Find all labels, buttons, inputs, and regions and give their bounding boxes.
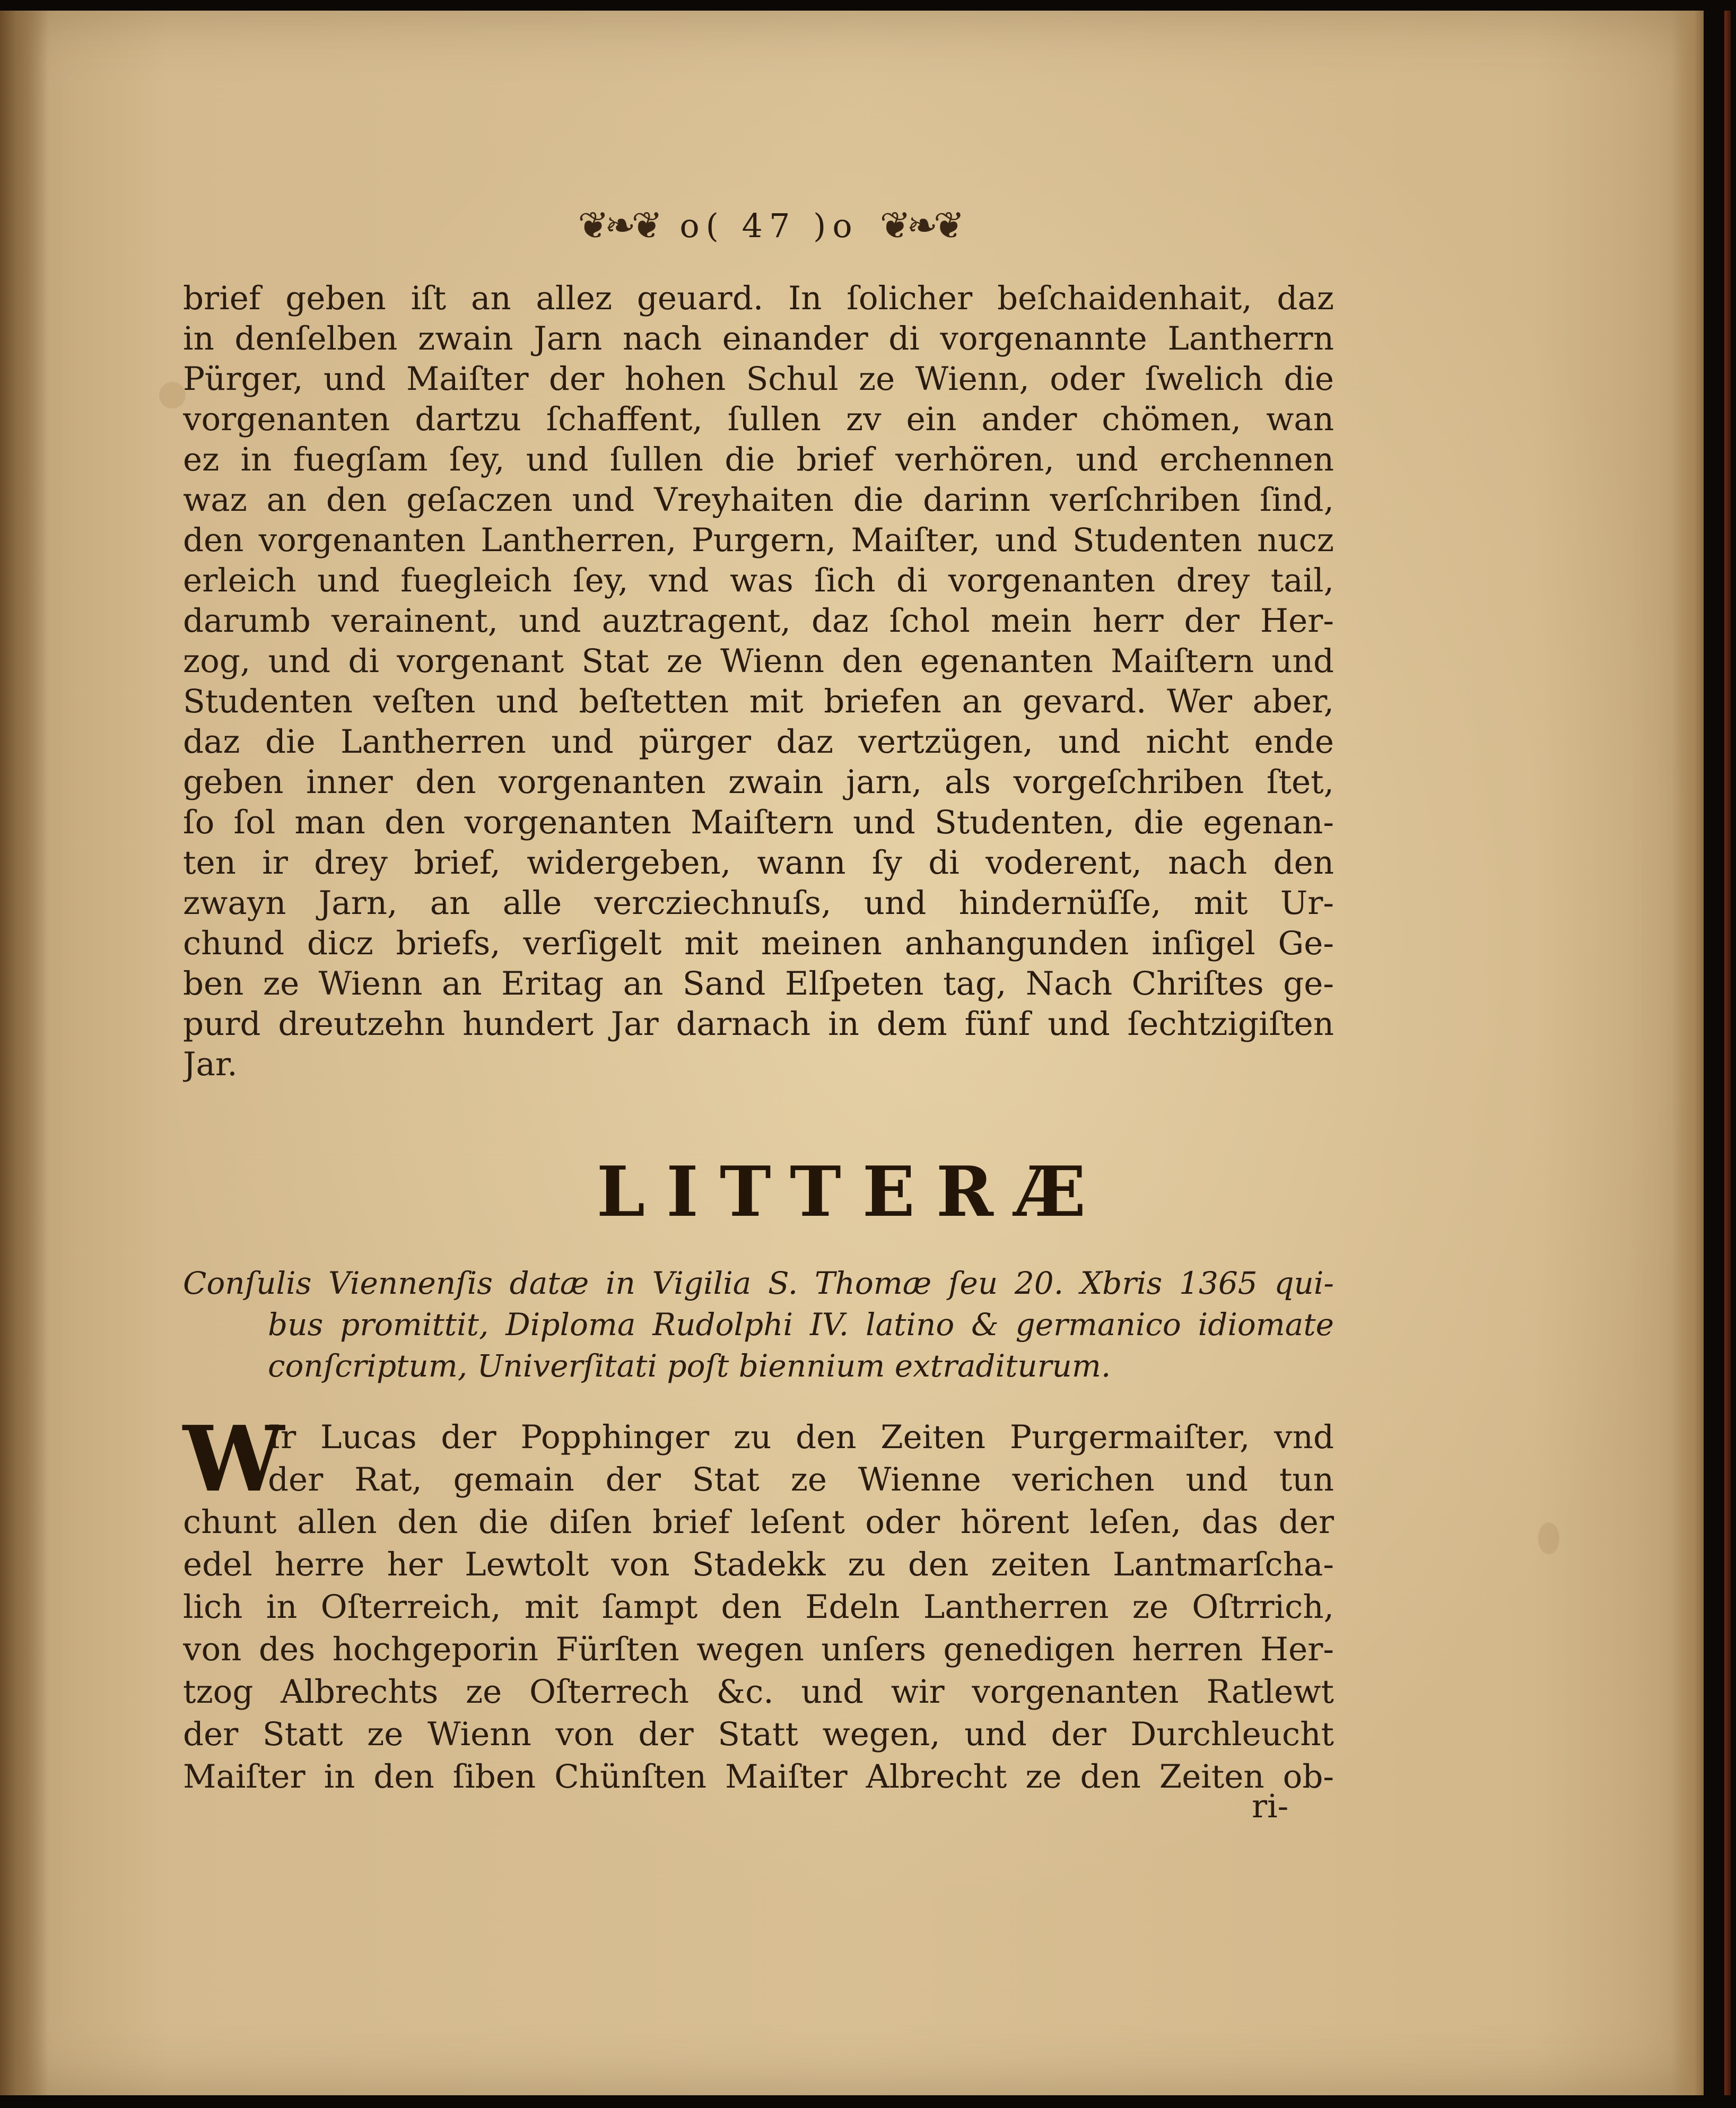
catchword: ri- — [1252, 1788, 1289, 1825]
text-line: brief geben iſt an allez geuard. In ſolicher beſchaidenhait, daz — [183, 280, 1334, 317]
text-line: waz an den geſaczen und Vreyhaiten die darinn verſchriben ſind, — [183, 481, 1334, 519]
text-line: Jar. — [183, 1046, 238, 1083]
text-line: ſo ſol man den vorgenanten Maiſtern und Studenten, die egenan- — [183, 804, 1334, 841]
text-line: geben inner den vorgenanten zwain jarn, als vorgeſchriben ſtet, — [183, 763, 1334, 801]
section-subheading — [183, 1262, 1334, 1387]
fleuron-right-icon: ❦❧❦ — [879, 204, 961, 247]
text-line: zog, und di vorgenant Stat ze Wienn den egenanten Maiſtern und — [183, 642, 1334, 680]
text-line: den vorgenanten Lantherren, Purgern, Maiſter, und Studenten nucz — [183, 521, 1334, 559]
fleuron-left-icon: ❦❧❦ — [578, 204, 659, 247]
text-line: von des hochgeporin Fürſten wegen unſers genedigen herren Her- — [183, 1631, 1334, 1668]
drop-cap: W — [183, 1406, 284, 1512]
text-line: daz die Lantherren und pürger daz vertzügen, und nicht ende — [183, 723, 1334, 761]
paper-stain — [159, 382, 186, 408]
text-line: ben ze Wienn an Eritag an Sand Elſpeten tag, Nach Chriſtes ge- — [183, 965, 1334, 1003]
text-line: Studenten veſten und beſtetten mit briefen an gevard. Wer aber, — [183, 683, 1334, 720]
subheading-line: conſcriptum, Univerſitati poſt biennium extraditurum. — [268, 1348, 1111, 1384]
text-line: Maiſter in den ſiben Chünſten Maiſter Albrecht ze den Zeiten ob- — [183, 1758, 1334, 1796]
text-line: chunt allen den die diſen brief leſent oder hörent leſen, das der — [183, 1503, 1334, 1541]
book-page — [0, 11, 1704, 2095]
text-line: der Statt ze Wienn von der Statt wegen, und der Durchleucht — [183, 1715, 1334, 1753]
subheading-line: bus promittit, Diploma Rudolphi IV. latino & germanico idiomate — [268, 1306, 1334, 1343]
text-line: tzog Albrechts ze Oſterrech &c. und wir vorgenanten Ratlewt — [183, 1673, 1334, 1711]
body-text-block-2 — [183, 1406, 1334, 1798]
body-text-block-1 — [183, 278, 1334, 1085]
text-line: chund dicz briefs, verſigelt mit meinen anhangunden inſigel Ge- — [183, 925, 1334, 962]
text-line: ez in fuegſam ſey, und ſullen die brief verhören, und erchennen — [183, 441, 1334, 478]
text-line: zwayn Jarn, an alle verczіechnuſs, und hindernüſſe, mit Ur- — [183, 884, 1334, 922]
text-line: edel herre her Lewtolt von Stadekk zu den zeiten Lantmarſcha- — [183, 1546, 1334, 1583]
running-head — [552, 199, 987, 252]
text-line: ten ir drey brief, widergeben, wann ſy di voderent, nach den — [183, 844, 1334, 882]
text-line: purd dreutzehn hundert Jar darnach in dem fünf und ſechtzigiſten — [183, 1005, 1334, 1043]
page-number: o( 47 )o — [679, 206, 859, 245]
text-line: Ir Lucas der Popphinger zu den Zeiten Purgermaiſter, vnd — [268, 1418, 1334, 1456]
book-cover-edge — [1724, 11, 1731, 2095]
page-gutter-shadow — [0, 11, 48, 2095]
text-line: darumb verainent, und auztragent, daz ſchol mein herr der Her- — [183, 602, 1334, 640]
paper-stain — [1538, 1522, 1559, 1554]
text-line: Pürger, und Maiſter der hohen Schul ze Wienn, oder ſwelich die — [183, 360, 1334, 398]
text-line: lich in Oſterreich, mit ſampt den Edeln Lantherren ze Oſtrrich, — [183, 1588, 1334, 1626]
text-line: in denſelben zwain Jarn nach einander di vorgenannte Lantherrn — [183, 320, 1334, 358]
text-line: erleich und fuegleich ſey, vnd was ſich di vorgenanten drey tail, — [183, 562, 1334, 599]
subheading-line: Conſulis Viennenſis datæ in Vigilia S. Thomæ ſeu 20. Xbris 1365 qui- — [183, 1265, 1334, 1301]
text-line: vorgenanten dartzu ſchaffent, ſullen zv ein ander chömen, wan — [183, 400, 1334, 438]
page-right-edge — [1672, 11, 1704, 2095]
text-line: der Rat, gemain der Stat ze Wienne verichen und tun — [268, 1461, 1334, 1499]
section-heading: LITTERÆ — [596, 1151, 1107, 1232]
